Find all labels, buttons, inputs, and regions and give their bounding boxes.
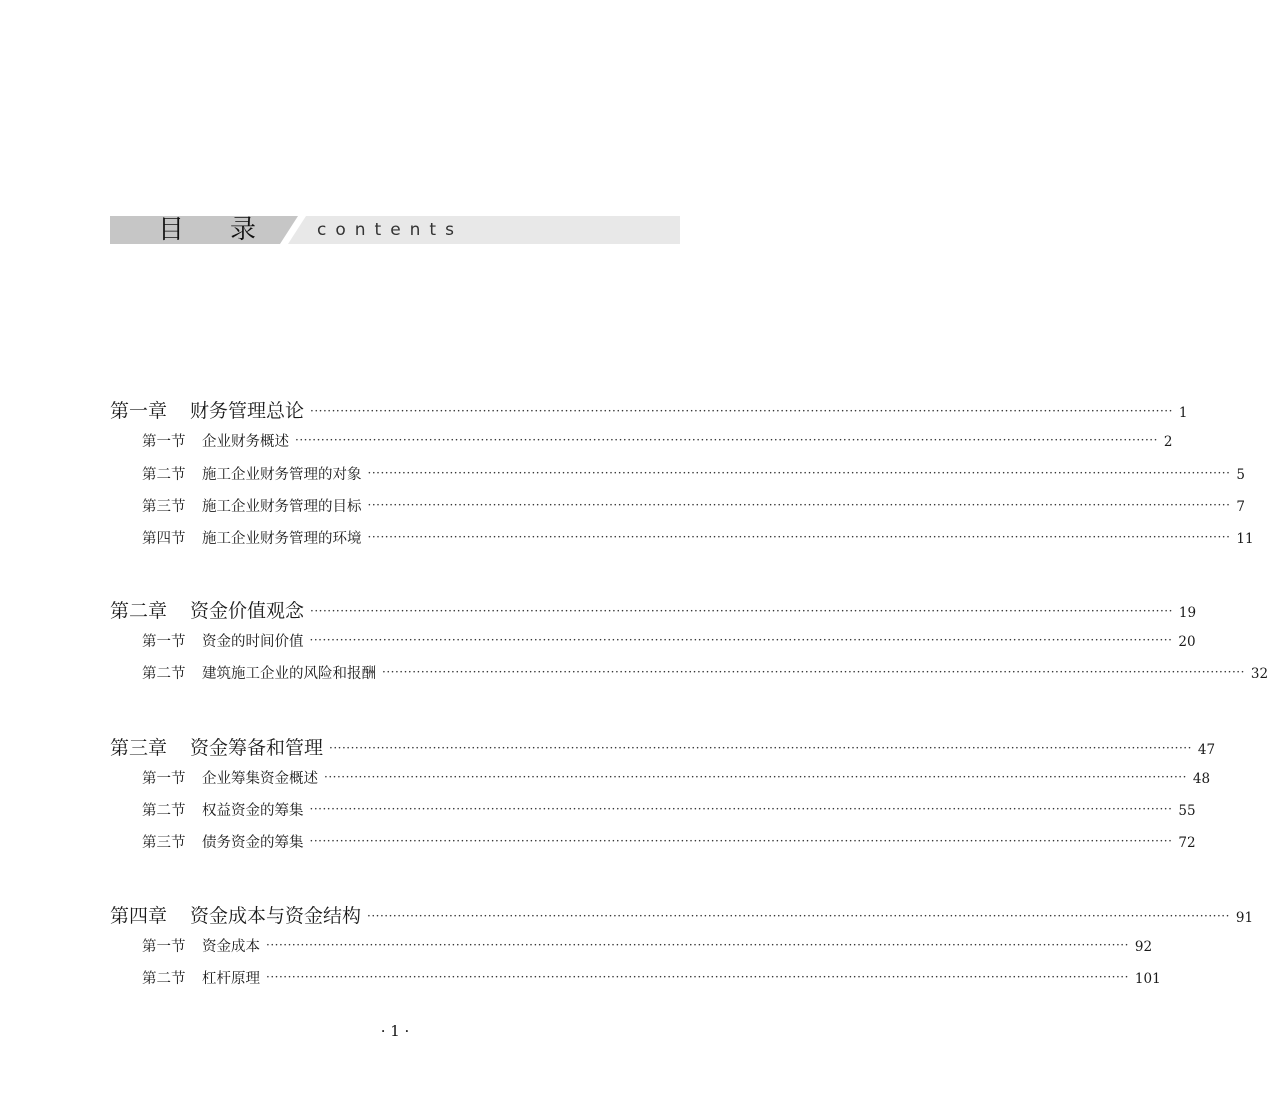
toc-section-entry[interactable] [110,767,1211,789]
dot-leader: ········································································································································································································ [382,665,1245,679]
toc-section-entry[interactable] [110,630,1196,652]
toc-section-entry[interactable] [110,935,1153,957]
dot-leader: ········································································································································································································ [266,970,1129,984]
section-page-number: 7 [1236,499,1245,515]
page-subtitle: contents [317,220,463,240]
section-title: 建筑施工企业的风险和报酬 [202,666,376,682]
toc-header-band [110,216,680,244]
dot-leader: ········································································································································································································ [310,604,1173,618]
chapter-page-number: 91 [1235,910,1254,926]
dot-leader: ········································································································································································································ [295,433,1158,447]
section-title: 资金的时间价值 [202,634,304,650]
toc-section-entry[interactable] [110,967,1161,989]
section-title: 施工企业财务管理的环境 [202,531,362,547]
dot-leader: ········································································································································································································ [329,741,1192,755]
section-title: 权益资金的筹集 [202,803,304,819]
chapter-page-number: 1 [1178,405,1188,421]
section-title: 债务资金的筹集 [202,835,304,851]
section-label: 第一节 [142,939,186,955]
chapter-title: 资金价值观念 [190,600,305,622]
section-label: 第二节 [142,467,186,483]
toc-chapter-entry[interactable] [110,596,1197,622]
toc-section-entry[interactable] [110,430,1173,452]
section-label: 第四节 [142,531,186,547]
section-title: 企业财务概述 [202,434,289,450]
section-page-number: 92 [1134,939,1153,955]
chapter-title: 资金成本与资金结构 [190,905,362,927]
chapter-page-number: 19 [1178,605,1197,621]
dot-leader: ········································································································································································································ [367,498,1231,512]
page-number: · 1 · [380,1022,410,1040]
chapter-title: 资金筹备和管理 [190,737,324,759]
section-page-number: 48 [1192,771,1211,787]
chapter-page-number: 47 [1197,742,1216,758]
section-title: 施工企业财务管理的对象 [202,467,362,483]
toc-chapter-entry[interactable] [110,901,1254,927]
chapter-label: 第二章 [110,600,168,622]
section-label: 第二节 [142,971,186,987]
section-page-number: 2 [1163,434,1173,450]
section-title: 杠杆原理 [202,971,260,987]
toc-section-entry[interactable] [110,463,1245,485]
page-title-char-1: 目 [158,215,231,245]
section-title: 资金成本 [202,939,260,955]
toc-chapter-entry[interactable] [110,733,1216,759]
section-label: 第二节 [142,666,186,682]
dot-leader: ········································································································································································································ [309,802,1173,816]
dot-leader: ········································································································································································································ [324,770,1187,784]
dot-leader: ········································································································································································································ [310,404,1173,418]
toc-section-entry[interactable] [110,527,1254,549]
dot-leader: ········································································································································································································ [367,530,1231,544]
section-label: 第一节 [142,634,186,650]
section-label: 第一节 [142,771,186,787]
section-page-number: 55 [1178,803,1196,819]
toc-section-entry[interactable] [110,662,1268,684]
section-page-number: 72 [1178,835,1196,851]
section-page-number: 20 [1178,634,1196,650]
toc-section-entry[interactable] [110,831,1196,853]
toc-section-entry[interactable] [110,495,1245,517]
section-page-number: 101 [1134,971,1161,987]
dot-leader: ········································································································································································································ [266,938,1129,952]
section-label: 第三节 [142,835,186,851]
section-title: 企业筹集资金概述 [202,771,318,787]
section-page-number: 11 [1236,531,1254,547]
chapter-title: 财务管理总论 [190,400,305,422]
section-label: 第一节 [142,434,186,450]
chapter-label: 第一章 [110,400,168,422]
dot-leader: ········································································································································································································ [367,909,1230,923]
dot-leader: ········································································································································································································ [309,633,1173,647]
section-page-number: 5 [1236,467,1245,483]
chapter-label: 第三章 [110,737,168,759]
chapter-label: 第四章 [110,905,168,927]
section-title: 施工企业财务管理的目标 [202,499,362,515]
page-title [158,214,302,246]
dot-leader: ········································································································································································································ [309,834,1173,848]
page-title-char-2: 录 [230,215,303,245]
toc-section-entry[interactable] [110,799,1196,821]
section-page-number: 32 [1250,666,1268,682]
dot-leader: ········································································································································································································ [367,466,1231,480]
toc-chapter-entry[interactable] [110,396,1188,422]
section-label: 第二节 [142,803,186,819]
section-label: 第三节 [142,499,186,515]
